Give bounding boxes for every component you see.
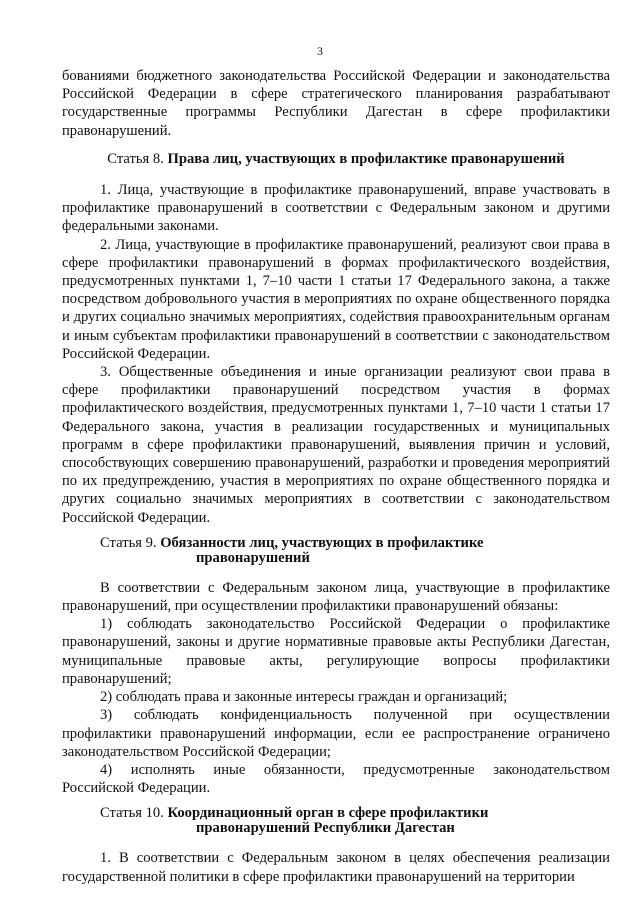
article-8-number: Статья 8. bbox=[107, 150, 164, 167]
article-10-number: Статья 10. bbox=[100, 805, 164, 822]
article-9-heading bbox=[62, 536, 610, 566]
article-9-item-1: 1) соблюдать законодательство Российской Федерации о профилактике правонарушений, законы и другие нормативные правовые акты Республики Дагестан, муниципальные правовые акты, регулирующие вопросы профилактики правонарушений; bbox=[62, 616, 610, 687]
article-9-paragraph-intro: В соответствии с Федеральным законом лица, участвующие в профилактике правонарушений, при осуществлении профилактики правонарушений обязаны: bbox=[62, 579, 610, 615]
article-10-title-line-1: Координационный орган в сфере профилактики bbox=[167, 805, 489, 822]
article-9-item-3: 3) соблюдать конфиденциальность полученной при осуществлении профилактики правонарушений информации, если ее распространение ограничено законодательством Российской Федерации; bbox=[62, 707, 610, 760]
article-8-heading bbox=[62, 150, 610, 168]
article-9-item-4: 4) исполнять иные обязанности, предусмотренные законодательством Российской Федерации. bbox=[62, 761, 610, 797]
page-number: 3 bbox=[317, 44, 323, 58]
article-9-item-2: 2) соблюдать права и законные интересы граждан и организаций; bbox=[100, 689, 508, 706]
document-body bbox=[62, 67, 610, 886]
article-10-paragraph-1: 1. В соответствии с Федеральным законом в целях обеспечения реализации государственной политики в сфере профилактики правонарушений на территории bbox=[62, 850, 610, 885]
article-9-number: Статья 9. bbox=[100, 534, 157, 551]
article-8-title: Права лиц, участвующих в профилактике правонарушений bbox=[167, 150, 565, 167]
article-8-paragraph-1: 1. Лица, участвующие в профилактике правонарушений, вправе участвовать в профилактике правонарушений в соответствии с Федеральным законом и другими федеральными законами. bbox=[62, 182, 610, 235]
intro-paragraph: бованиями бюджетного законодательства Российской Федерации и законодательства Российской Федерации в сфере стратегического планирования разрабатывают государственные программы Республики Дагестан в сфере профилактики правонарушений. bbox=[62, 68, 610, 139]
article-10-title-line-2: правонарушений Республики Дагестан bbox=[196, 820, 455, 837]
article-8-paragraph-2: 2. Лица, участвующие в профилактике правонарушений, реализуют свои права в сфере профилактики правонарушений в формах профилактического воздействия, предусмотренных пунктами 1, 7–10 части 1 статьи 17 Федерального закона, а также посредством добровольного участия в мероприятиях по охране общественного порядка и других социально значимых мероприятиях, содействия правоохранительным органам и иным субъектам профилактики правонарушений в соответствии с законодательством Российской Федерации. bbox=[62, 236, 610, 362]
article-10-heading bbox=[62, 806, 610, 836]
article-9-title-line-2: правонарушений bbox=[196, 549, 310, 566]
article-8-paragraph-3: 3. Общественные объединения и иные организации реализуют свои права в сфере профилактики правонарушений посредством участия в формах профилактического воздействия, предусмотренных пунктами 1, 7–10 части 1 статьи 17 Федерального закона, участия в реализации государственных и муниципальных программ в сфере профилактики правонарушений, выявления причин и условий, способствующих совершению правонарушений, разработки и проведения мероприятий по их предупреждению, участия в мероприятиях по охране общественного порядка и других социально значимых мероприятиях в соответствии с законодательством Российской Федерации. bbox=[62, 364, 610, 526]
article-9-title-line-1: Обязанности лиц, участвующих в профилактике bbox=[160, 534, 484, 551]
